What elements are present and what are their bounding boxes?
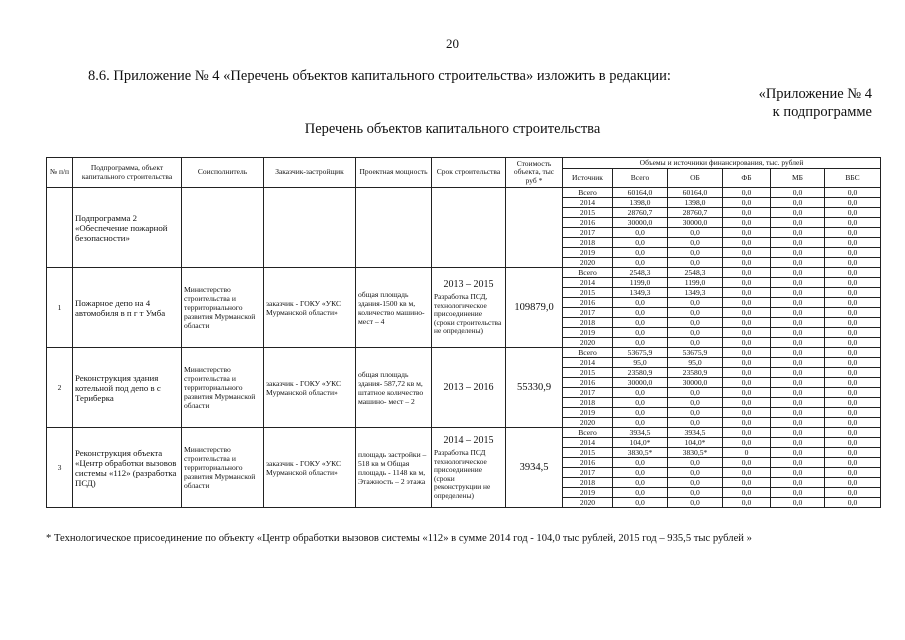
finance-mb: 0,0 bbox=[771, 488, 825, 498]
finance-mb: 0,0 bbox=[771, 498, 825, 508]
finance-vbs: 0,0 bbox=[825, 278, 881, 288]
finance-source: 2018 bbox=[563, 398, 613, 408]
finance-ob: 0,0 bbox=[668, 488, 723, 498]
finance-vbs: 0,0 bbox=[825, 298, 881, 308]
finance-fb: 0 bbox=[723, 448, 771, 458]
finance-source: 2014 bbox=[563, 278, 613, 288]
header-coexecutor: Соисполнитель bbox=[182, 158, 264, 188]
finance-mb: 0,0 bbox=[771, 338, 825, 348]
header-mb: МБ bbox=[771, 169, 825, 188]
finance-mb: 0,0 bbox=[771, 258, 825, 268]
finance-vbs: 0,0 bbox=[825, 208, 881, 218]
finance-total: 30000,0 bbox=[613, 378, 668, 388]
finance-source: 2015 bbox=[563, 448, 613, 458]
finance-vbs: 0,0 bbox=[825, 348, 881, 358]
finance-total: 2548,3 bbox=[613, 268, 668, 278]
header-ob: ОБ bbox=[668, 169, 723, 188]
finance-ob: 0,0 bbox=[668, 478, 723, 488]
finance-source: Всего bbox=[563, 348, 613, 358]
finance-vbs: 0,0 bbox=[825, 258, 881, 268]
finance-total: 3830,5* bbox=[613, 448, 668, 458]
finance-fb: 0,0 bbox=[723, 238, 771, 248]
finance-total: 53675,9 bbox=[613, 348, 668, 358]
object-customer: заказчик - ГОКУ «УКС Мурманской области» bbox=[264, 428, 356, 508]
finance-vbs: 0,0 bbox=[825, 458, 881, 468]
finance-mb: 0,0 bbox=[771, 388, 825, 398]
finance-mb: 0,0 bbox=[771, 428, 825, 438]
finance-ob: 0,0 bbox=[668, 418, 723, 428]
finance-total: 95,0 bbox=[613, 358, 668, 368]
finance-mb: 0,0 bbox=[771, 288, 825, 298]
finance-vbs: 0,0 bbox=[825, 308, 881, 318]
page-number: 20 bbox=[446, 36, 459, 51]
finance-mb: 0,0 bbox=[771, 408, 825, 418]
finance-fb: 0,0 bbox=[723, 308, 771, 318]
finance-mb: 0,0 bbox=[771, 458, 825, 468]
object-capacity: общая площадь здания-1500 кв м, количество машино-мест – 4 bbox=[356, 268, 432, 348]
finance-vbs: 0,0 bbox=[825, 318, 881, 328]
finance-ob: 60164,0 bbox=[668, 188, 723, 198]
finance-ob: 1349,3 bbox=[668, 288, 723, 298]
finance-ob: 53675,9 bbox=[668, 348, 723, 358]
finance-vbs: 0,0 bbox=[825, 378, 881, 388]
finance-fb: 0,0 bbox=[723, 288, 771, 298]
finance-total: 104,0* bbox=[613, 438, 668, 448]
finance-total: 0,0 bbox=[613, 308, 668, 318]
finance-source: 2016 bbox=[563, 378, 613, 388]
finance-source: Всего bbox=[563, 428, 613, 438]
finance-source: 2020 bbox=[563, 418, 613, 428]
finance-fb: 0,0 bbox=[723, 208, 771, 218]
finance-ob: 1199,0 bbox=[668, 278, 723, 288]
finance-total: 23580,9 bbox=[613, 368, 668, 378]
object-number: 1 bbox=[47, 268, 73, 348]
finance-fb: 0,0 bbox=[723, 498, 771, 508]
period-main: 2013 – 2015 bbox=[443, 279, 494, 291]
object-period bbox=[432, 348, 506, 428]
finance-ob: 0,0 bbox=[668, 398, 723, 408]
period-main: 2014 – 2015 bbox=[443, 435, 494, 446]
finance-ob: 0,0 bbox=[668, 298, 723, 308]
finance-ob: 0,0 bbox=[668, 408, 723, 418]
finance-ob: 95,0 bbox=[668, 358, 723, 368]
finance-total: 0,0 bbox=[613, 408, 668, 418]
finance-vbs: 0,0 bbox=[825, 358, 881, 368]
finance-source: 2019 bbox=[563, 488, 613, 498]
finance-ob: 23580,9 bbox=[668, 368, 723, 378]
header-cost: Стоимость объекта, тыс руб * bbox=[506, 158, 563, 188]
finance-total: 0,0 bbox=[613, 228, 668, 238]
finance-mb: 0,0 bbox=[771, 318, 825, 328]
finance-mb: 0,0 bbox=[771, 468, 825, 478]
finance-ob: 0,0 bbox=[668, 258, 723, 268]
finance-mb: 0,0 bbox=[771, 448, 825, 458]
finance-fb: 0,0 bbox=[723, 398, 771, 408]
finance-mb: 0,0 bbox=[771, 378, 825, 388]
object-coexecutor: Министерство строительства и территориального развития Мурманской области bbox=[182, 428, 264, 508]
finance-source: 2017 bbox=[563, 388, 613, 398]
finance-mb: 0,0 bbox=[771, 218, 825, 228]
finance-ob: 28760,7 bbox=[668, 208, 723, 218]
table-title: Перечень объектов капитального строительства bbox=[304, 121, 601, 137]
finance-vbs: 0,0 bbox=[825, 228, 881, 238]
finance-ob: 2548,3 bbox=[668, 268, 723, 278]
finance-source: 2019 bbox=[563, 408, 613, 418]
finance-fb: 0,0 bbox=[723, 438, 771, 448]
finance-fb: 0,0 bbox=[723, 338, 771, 348]
finance-vbs: 0,0 bbox=[825, 478, 881, 488]
capital-construction-table bbox=[46, 157, 881, 508]
finance-vbs: 0,0 bbox=[825, 238, 881, 248]
finance-vbs: 0,0 bbox=[825, 268, 881, 278]
object-period bbox=[432, 188, 506, 268]
header-financing: Объемы и источники финансирования, тыс. рублей bbox=[563, 158, 881, 169]
finance-vbs: 0,0 bbox=[825, 368, 881, 378]
finance-source: 2016 bbox=[563, 458, 613, 468]
header-num: № п/п bbox=[47, 158, 73, 188]
finance-total: 0,0 bbox=[613, 398, 668, 408]
object-coexecutor: Министерство строительства и территориального развития Мурманской области bbox=[182, 268, 264, 348]
finance-vbs: 0,0 bbox=[825, 408, 881, 418]
finance-fb: 0,0 bbox=[723, 428, 771, 438]
finance-source: 2020 bbox=[563, 498, 613, 508]
finance-mb: 0,0 bbox=[771, 268, 825, 278]
finance-ob: 0,0 bbox=[668, 248, 723, 258]
finance-source: Всего bbox=[563, 188, 613, 198]
finance-total: 0,0 bbox=[613, 328, 668, 338]
finance-source: 2014 bbox=[563, 358, 613, 368]
finance-fb: 0,0 bbox=[723, 358, 771, 368]
finance-ob: 0,0 bbox=[668, 498, 723, 508]
finance-total: 0,0 bbox=[613, 478, 668, 488]
header-program: Подпрограмма, объект капитального строительства bbox=[73, 158, 182, 188]
finance-mb: 0,0 bbox=[771, 308, 825, 318]
object-name: Подпрограмма 2 «Обеспечение пожарной безопасности» bbox=[73, 188, 182, 268]
finance-ob: 0,0 bbox=[668, 468, 723, 478]
finance-total: 0,0 bbox=[613, 248, 668, 258]
finance-vbs: 0,0 bbox=[825, 388, 881, 398]
finance-vbs: 0,0 bbox=[825, 338, 881, 348]
finance-source: 2014 bbox=[563, 198, 613, 208]
finance-mb: 0,0 bbox=[771, 228, 825, 238]
footnote: * Технологическое присоединение по объекту «Центр обработки вызовов системы «112» в сумме 2014 год - 104,0 тыс рублей, 2015 год – 935,5 тыс рублей » bbox=[46, 533, 752, 544]
finance-vbs: 0,0 bbox=[825, 198, 881, 208]
finance-ob: 30000,0 bbox=[668, 378, 723, 388]
object-name: Реконструкция здания котельной под депо в с Териберка bbox=[73, 348, 182, 428]
finance-mb: 0,0 bbox=[771, 398, 825, 408]
finance-fb: 0,0 bbox=[723, 418, 771, 428]
object-customer: заказчик - ГОКУ «УКС Мурманской области» bbox=[264, 348, 356, 428]
finance-source: 2016 bbox=[563, 218, 613, 228]
finance-source: 2017 bbox=[563, 468, 613, 478]
finance-total: 0,0 bbox=[613, 488, 668, 498]
finance-fb: 0,0 bbox=[723, 188, 771, 198]
finance-fb: 0,0 bbox=[723, 468, 771, 478]
finance-vbs: 0,0 bbox=[825, 498, 881, 508]
finance-source: 2020 bbox=[563, 258, 613, 268]
finance-mb: 0,0 bbox=[771, 358, 825, 368]
finance-ob: 3934,5 bbox=[668, 428, 723, 438]
finance-ob: 0,0 bbox=[668, 318, 723, 328]
finance-source: Всего bbox=[563, 268, 613, 278]
object-name: Реконструкция объекта «Центр обработки вызовов системы «112» (разработка ПСД) bbox=[73, 428, 182, 508]
finance-ob: 104,0* bbox=[668, 438, 723, 448]
finance-vbs: 0,0 bbox=[825, 488, 881, 498]
finance-vbs: 0,0 bbox=[825, 438, 881, 448]
finance-ob: 3830,5* bbox=[668, 448, 723, 458]
finance-vbs: 0,0 bbox=[825, 418, 881, 428]
finance-total: 0,0 bbox=[613, 418, 668, 428]
finance-fb: 0,0 bbox=[723, 368, 771, 378]
finance-fb: 0,0 bbox=[723, 258, 771, 268]
finance-ob: 0,0 bbox=[668, 388, 723, 398]
object-coexecutor: Министерство строительства и территориального развития Мурманской области bbox=[182, 348, 264, 428]
table-row bbox=[47, 268, 881, 278]
finance-fb: 0,0 bbox=[723, 478, 771, 488]
header-customer: Заказчик-застройщик bbox=[264, 158, 356, 188]
object-cost: 3934,5 bbox=[506, 428, 563, 508]
finance-vbs: 0,0 bbox=[825, 398, 881, 408]
finance-source: 2015 bbox=[563, 208, 613, 218]
finance-source: 2019 bbox=[563, 248, 613, 258]
finance-source: 2018 bbox=[563, 318, 613, 328]
finance-mb: 0,0 bbox=[771, 368, 825, 378]
finance-ob: 0,0 bbox=[668, 238, 723, 248]
finance-fb: 0,0 bbox=[723, 228, 771, 238]
period-main: 2013 – 2016 bbox=[443, 382, 494, 393]
finance-vbs: 0,0 bbox=[825, 468, 881, 478]
finance-fb: 0,0 bbox=[723, 248, 771, 258]
finance-ob: 0,0 bbox=[668, 458, 723, 468]
finance-total: 1398,0 bbox=[613, 198, 668, 208]
finance-total: 28760,7 bbox=[613, 208, 668, 218]
finance-source: 2017 bbox=[563, 228, 613, 238]
object-period bbox=[432, 268, 506, 348]
finance-mb: 0,0 bbox=[771, 348, 825, 358]
finance-fb: 0,0 bbox=[723, 458, 771, 468]
finance-ob: 0,0 bbox=[668, 338, 723, 348]
finance-vbs: 0,0 bbox=[825, 188, 881, 198]
finance-total: 0,0 bbox=[613, 468, 668, 478]
finance-total: 1199,0 bbox=[613, 278, 668, 288]
header-period: Срок строительства bbox=[432, 158, 506, 188]
finance-fb: 0,0 bbox=[723, 218, 771, 228]
finance-mb: 0,0 bbox=[771, 278, 825, 288]
finance-vbs: 0,0 bbox=[825, 448, 881, 458]
object-coexecutor bbox=[182, 188, 264, 268]
finance-ob: 0,0 bbox=[668, 308, 723, 318]
finance-total: 0,0 bbox=[613, 338, 668, 348]
finance-source: 2015 bbox=[563, 368, 613, 378]
finance-source: 2018 bbox=[563, 478, 613, 488]
object-cost: 55330,9 bbox=[506, 348, 563, 428]
finance-total: 30000,0 bbox=[613, 218, 668, 228]
object-capacity bbox=[356, 188, 432, 268]
finance-mb: 0,0 bbox=[771, 418, 825, 428]
finance-fb: 0,0 bbox=[723, 488, 771, 498]
period-note: Разработка ПСД технологическое присоединение (сроки реконструкции не определены) bbox=[434, 448, 491, 500]
object-cost bbox=[506, 188, 563, 268]
header-vbs: ВБС bbox=[825, 169, 881, 188]
finance-source: 2015 bbox=[563, 288, 613, 298]
appendix-heading-line2: к подпрограмме bbox=[772, 104, 872, 120]
finance-vbs: 0,0 bbox=[825, 428, 881, 438]
finance-vbs: 0,0 bbox=[825, 288, 881, 298]
finance-vbs: 0,0 bbox=[825, 248, 881, 258]
finance-mb: 0,0 bbox=[771, 198, 825, 208]
finance-source: 2020 bbox=[563, 338, 613, 348]
finance-mb: 0,0 bbox=[771, 208, 825, 218]
intro-text: 8.6. Приложение № 4 «Перечень объектов капитального строительства» изложить в редакции: bbox=[88, 68, 671, 84]
finance-fb: 0,0 bbox=[723, 318, 771, 328]
finance-vbs: 0,0 bbox=[825, 218, 881, 228]
finance-total: 60164,0 bbox=[613, 188, 668, 198]
finance-total: 3934,5 bbox=[613, 428, 668, 438]
object-number bbox=[47, 188, 73, 268]
header-total: Всего bbox=[613, 169, 668, 188]
finance-fb: 0,0 bbox=[723, 198, 771, 208]
finance-vbs: 0,0 bbox=[825, 328, 881, 338]
finance-ob: 30000,0 bbox=[668, 218, 723, 228]
finance-fb: 0,0 bbox=[723, 348, 771, 358]
finance-total: 0,0 bbox=[613, 318, 668, 328]
finance-total: 0,0 bbox=[613, 498, 668, 508]
finance-total: 0,0 bbox=[613, 238, 668, 248]
object-capacity: площадь застройки – 518 кв м Общая площадь - 1148 кв м, Этажность – 2 этажа bbox=[356, 428, 432, 508]
finance-mb: 0,0 bbox=[771, 438, 825, 448]
finance-total: 0,0 bbox=[613, 258, 668, 268]
object-number: 3 bbox=[47, 428, 73, 508]
finance-source: 2016 bbox=[563, 298, 613, 308]
header-capacity: Проектная мощность bbox=[356, 158, 432, 188]
object-number: 2 bbox=[47, 348, 73, 428]
finance-fb: 0,0 bbox=[723, 378, 771, 388]
finance-fb: 0,0 bbox=[723, 268, 771, 278]
finance-mb: 0,0 bbox=[771, 238, 825, 248]
object-customer bbox=[264, 188, 356, 268]
finance-total: 0,0 bbox=[613, 388, 668, 398]
finance-source: 2014 bbox=[563, 438, 613, 448]
finance-ob: 1398,0 bbox=[668, 198, 723, 208]
finance-source: 2017 bbox=[563, 308, 613, 318]
table-row bbox=[47, 348, 881, 358]
finance-fb: 0,0 bbox=[723, 298, 771, 308]
object-capacity: общая площадь здания- 587,72 кв м, штатное количество машино- мест – 2 bbox=[356, 348, 432, 428]
object-name: Пожарное депо на 4 автомобиля в п г т Умба bbox=[73, 268, 182, 348]
finance-fb: 0,0 bbox=[723, 278, 771, 288]
object-customer: заказчик - ГОКУ «УКС Мурманской области» bbox=[264, 268, 356, 348]
finance-fb: 0,0 bbox=[723, 388, 771, 398]
finance-total: 0,0 bbox=[613, 298, 668, 308]
finance-mb: 0,0 bbox=[771, 478, 825, 488]
table-body bbox=[47, 188, 881, 508]
finance-total: 0,0 bbox=[613, 458, 668, 468]
finance-fb: 0,0 bbox=[723, 408, 771, 418]
finance-mb: 0,0 bbox=[771, 298, 825, 308]
finance-ob: 0,0 bbox=[668, 228, 723, 238]
finance-mb: 0,0 bbox=[771, 188, 825, 198]
period-note: Разработка ПСД, технологическое присоединение (сроки строительства не определены) bbox=[434, 292, 502, 336]
finance-mb: 0,0 bbox=[771, 248, 825, 258]
finance-source: 2018 bbox=[563, 238, 613, 248]
finance-ob: 0,0 bbox=[668, 328, 723, 338]
header-fb: ФБ bbox=[723, 169, 771, 188]
appendix-heading-line1: «Приложение № 4 bbox=[758, 86, 872, 102]
header-source: Источник bbox=[563, 169, 613, 188]
finance-fb: 0,0 bbox=[723, 328, 771, 338]
object-cost: 109879,0 bbox=[506, 268, 563, 348]
finance-total: 1349,3 bbox=[613, 288, 668, 298]
table-row bbox=[47, 428, 881, 438]
object-period bbox=[432, 428, 506, 508]
table-row bbox=[47, 188, 881, 198]
finance-mb: 0,0 bbox=[771, 328, 825, 338]
finance-source: 2019 bbox=[563, 328, 613, 338]
